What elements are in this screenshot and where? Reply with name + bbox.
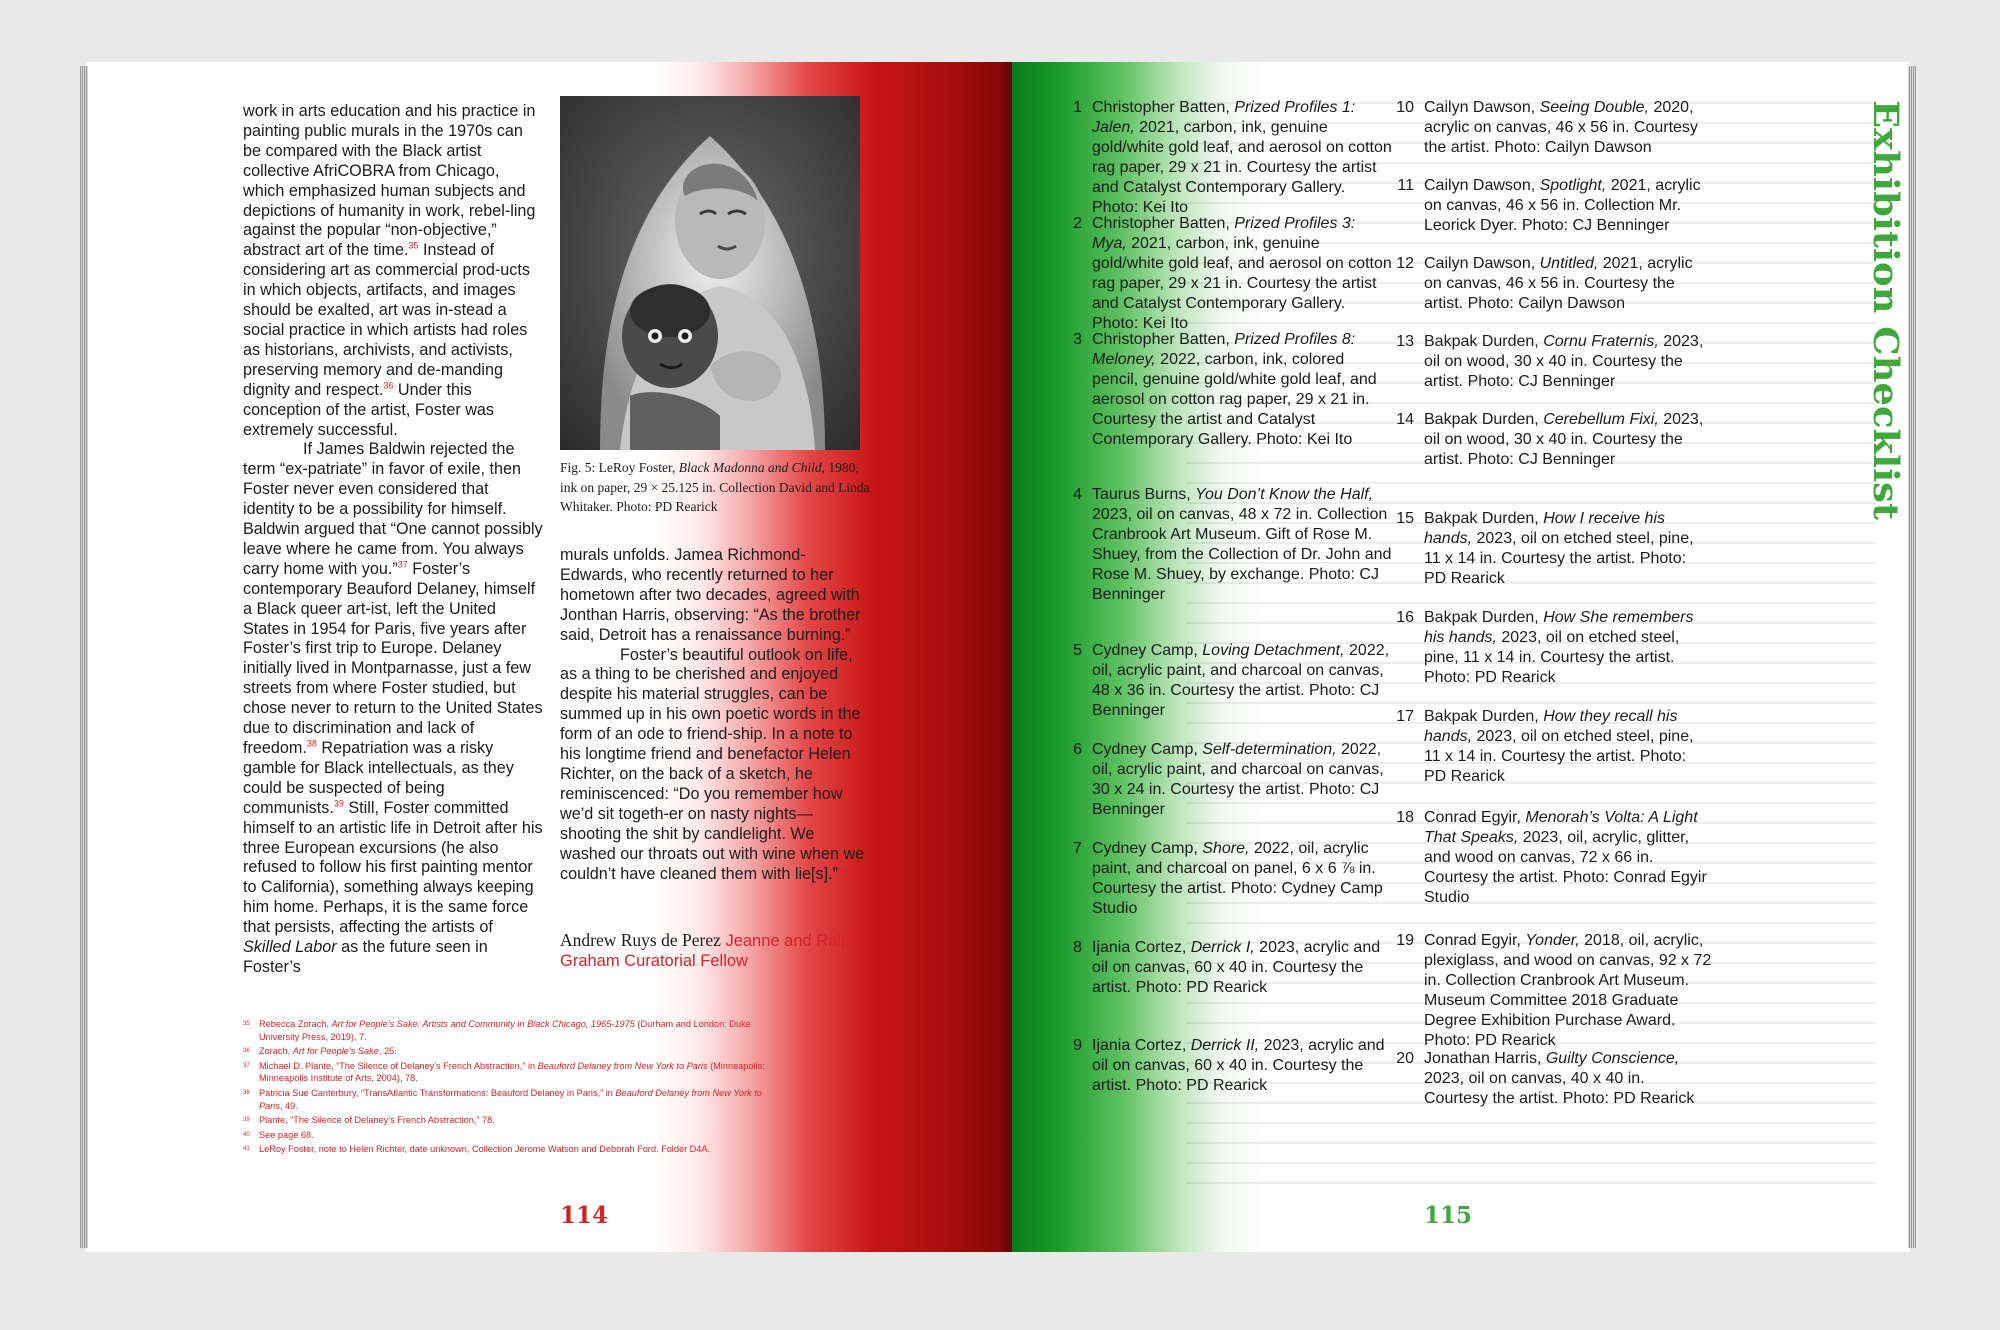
checklist-entry <box>1060 214 1392 333</box>
checklist-entry-text: Cydney Camp, Shore, 2022, oil, acrylic paint, and charcoal on panel, 6 x 6 ⅞ in. Courtesy the artist. Photo: Cydney Camp Studio <box>1092 840 1383 917</box>
checklist-entry-number: 8 <box>1073 939 1082 956</box>
footnote <box>243 1045 783 1058</box>
checklist-entry-text: Cydney Camp, Loving Detachment, 2022, oil, acrylic paint, and charcoal on canvas, 48 x 36 in. Courtesy the artist. Photo: CJ Benninger <box>1092 642 1390 719</box>
checklist-entry <box>1060 330 1392 449</box>
checklist-entry-number: 16 <box>1396 609 1414 626</box>
footnote-number: 36 <box>243 1048 250 1055</box>
checklist-entry <box>1060 839 1392 919</box>
checklist-entry-text: Conrad Egyir, Menorah’s Volta: A Light That Speaks, 2023, oil, acrylic, glitter, and wood on canvas, 72 x 66 in. Courtesy the artist. Photo: Conrad Egyir Studio <box>1424 809 1707 906</box>
footnote-ref: 36 <box>383 380 394 391</box>
footnote-number: 35 <box>243 1021 250 1027</box>
checklist-entry-text: Christopher Batten, Prized Profiles 1: Jalen, 2021, carbon, ink, genuine gold/white gold leaf, and aerosol on cotton rag paper, 29 x 21 in. Courtesy the artist and Catalyst Contemporary Gallery. Photo: Kei Ito <box>1092 99 1392 216</box>
footnote <box>243 1060 783 1085</box>
checklist-entry <box>1060 641 1392 721</box>
footnote-text: Michael D. Plante, “The Silence of Delaney’s French Abstraction,” in Beauford Delaney from New York to Paris (Minneapolis: Minneapolis Institute of Arts, 2004), 78. <box>259 1060 765 1084</box>
checklist-entry-text: Cailyn Dawson, Spotlight, 2021, acrylic on canvas, 46 x 56 in. Collection Mr. Leorick Dyer. Photo: CJ Benninger <box>1424 177 1701 234</box>
checklist-entry-number: 12 <box>1396 255 1414 272</box>
checklist-entry-number: 3 <box>1073 331 1082 348</box>
checklist-entry <box>1388 332 1712 392</box>
footnote-number: 40 <box>243 1131 250 1138</box>
checklist-entry-number: 20 <box>1396 1050 1414 1067</box>
footnote <box>243 1143 783 1156</box>
madonna-drawing <box>560 96 860 450</box>
footnote-text: Plante, “The Silence of Delaney’s French Abstraction,” 78. <box>259 1115 495 1126</box>
checklist-entry-text: Christopher Batten, Prized Profiles 3: Mya, 2021, carbon, ink, genuine gold/white gold leaf, and aerosol on cotton rag paper, 29 x 21 in. Courtesy the artist and Catalyst Contemporary Gallery. Photo: Kei Ito <box>1092 215 1392 332</box>
checklist-entry-text: Cydney Camp, Self-determination, 2022, oil, acrylic paint, and charcoal on canvas, 30 x 24 in. Courtesy the artist. Photo: CJ Benninger <box>1092 741 1384 818</box>
checklist-entry-number: 13 <box>1396 333 1414 350</box>
checklist-entry-text: Bakpak Durden, How I receive his hands, 2023, oil on etched steel, pine, 11 x 14 in. Courtesy the artist. Photo: PD Rearick <box>1424 510 1694 587</box>
checklist-entry <box>1060 485 1392 604</box>
footnote <box>243 1087 783 1112</box>
checklist-entry-number: 6 <box>1073 741 1082 758</box>
footnote-ref: 35 <box>408 240 419 251</box>
author-title: Jeanne and Ralph Graham Curatorial Fellow <box>560 932 860 970</box>
checklist-entry-text: Bakpak Durden, Cerebellum Fixi, 2023, oil on wood, 30 x 40 in. Courtesy the artist. Photo: CJ Benninger <box>1424 411 1704 468</box>
page-number: 114 <box>560 1202 609 1229</box>
checklist-entry-text: Cailyn Dawson, Seeing Double, 2020, acrylic on canvas, 46 x 56 in. Courtesy the artist. Photo: Cailyn Dawson <box>1424 99 1698 156</box>
footnote <box>243 1018 783 1043</box>
footnote-text: LeRoy Foster, note to Helen Richter, date unknown, Collection Jerome Watson and Deborah Ford. Folder D4A. <box>259 1144 711 1155</box>
checklist-entry-text: Ijania Cortez, Derrick I, 2023, acrylic and oil on canvas, 60 x 40 in. Courtesy the artist. Photo: PD Rearick <box>1092 939 1381 996</box>
footnote-number: 37 <box>243 1062 250 1069</box>
checklist-entry-text: Bakpak Durden, Cornu Fraternis, 2023, oil on wood, 30 x 40 in. Courtesy the artist. Photo: CJ Benninger <box>1424 333 1704 390</box>
essay-column-1 <box>243 102 543 978</box>
checklist-entry <box>1388 176 1712 236</box>
checklist-entry <box>1060 938 1392 998</box>
checklist-entry-number: 5 <box>1073 642 1082 659</box>
footnote-number: 39 <box>243 1117 250 1124</box>
footnote-number: 38 <box>243 1089 250 1096</box>
checklist-entry <box>1060 1036 1392 1096</box>
checklist-entry <box>1060 98 1392 217</box>
checklist-entry <box>1388 410 1712 470</box>
checklist-entry-number: 10 <box>1396 99 1414 116</box>
open-book <box>86 62 1910 1252</box>
essay-column-2 <box>560 546 865 884</box>
checklist-entry-number: 14 <box>1396 411 1414 428</box>
footnote-text: Patricia Sue Canterbury, “TransAtlantic Transformations: Beauford Delaney in Paris,” in Beauford Delaney from New York to Paris, 49. <box>259 1087 762 1111</box>
checklist-entry-number: 19 <box>1396 932 1414 949</box>
footnotes <box>243 1018 783 1158</box>
footnote-ref: 40 <box>850 625 861 636</box>
artwork-image-black-madonna <box>560 96 860 450</box>
left-page <box>86 62 1012 1252</box>
essay-paragraph: murals unfolds. Jamea Richmond-Edwards, who recently returned to her hometown after two decades, agreed with Jonthan Harris, observing: “As the brother said, Detroit has a renaissance burning.”$^{40}$ <box>560 546 861 644</box>
checklist-entry <box>1388 1049 1712 1109</box>
checklist-entry-number: 9 <box>1073 1037 1082 1054</box>
checklist-entry-text: Ijania Cortez, Derrick II, 2023, acrylic and oil on canvas, 60 x 40 in. Courtesy the artist. Photo: PD Rearick <box>1092 1037 1385 1094</box>
checklist-entry-number: 18 <box>1396 809 1414 826</box>
footnote-text: Rebecca Zorach, Art for People’s Sake: Artists and Community in Black Chicago, 1965-1975 (Durham and London: Duke University Press, 2019), 7. <box>259 1019 751 1042</box>
checklist-entry-number: 1 <box>1073 99 1082 116</box>
footnote <box>243 1129 783 1142</box>
checklist-entry-number: 7 <box>1073 840 1082 857</box>
footnote-text: See page 68. <box>259 1129 314 1140</box>
checklist-entry-number: 15 <box>1396 510 1414 527</box>
checklist-entry-text: Jonathan Harris, Guilty Conscience, 2023, oil on canvas, 40 x 40 in. Courtesy the artist. Photo: PD Rearick <box>1424 1050 1695 1107</box>
checklist-entry-text: Taurus Burns, You Don’t Know the Half, 2023, oil on canvas, 48 x 72 in. Collection Cranbrook Art Museum. Gift of Rose M. Shuey, from the Collection of Dr. John and Rose M. Shuey, by exchange. Photo: CJ Benninger <box>1092 486 1392 603</box>
checklist-entry <box>1060 740 1392 820</box>
essay-paragraph: work in arts education and his practice in painting public murals in the 1970s can be compared with the Black artist collective AfriCOBRA from Chicago, which emphasized human subjects and depictions of humanity in work, rebel-ling against the popular “non-objective,” abstract art of the time.$^{35}$ Instead of considering art as commercial prod-ucts in which objects, artifacts, and images should be exalted, art was in-stead a social practice in which artists had roles as historians, archivists, and activists, preserving memory and de-manding dignity and respect.$^{36}$ Under this conception of the artist, Foster was extremely successful. <box>243 102 536 439</box>
checklist-entry <box>1388 254 1712 314</box>
page-number: 115 <box>1424 1202 1473 1229</box>
footnote-ref: 37 <box>397 559 408 570</box>
page-edges-left <box>80 66 88 1248</box>
checklist-entry-number: 2 <box>1073 215 1082 232</box>
footnote-text: Zorach, Art for People’s Sake, 25. <box>259 1046 397 1057</box>
footnote-ref: 39 <box>333 798 344 809</box>
checklist-entry-number: 11 <box>1397 177 1414 194</box>
essay-paragraph: Foster’s beautiful outlook on life, as a thing to be cherished and enjoyed despite his material struggles, can be summed up in his own poetic words in the form of an ode to friend-ship. In a note to his longtime friend and benefactor Helen Richter, on the back of a sketch, he reminiscenced: “Do you remember how we’d sit togeth-er on nasty nights—shooting the shit by candlelight. We washed our throats out with wine when we couldn’t have cleaned them with lie[s].”$^{41}$ <box>560 645 865 883</box>
checklist-entry <box>1388 509 1712 589</box>
checklist-entry <box>1388 808 1712 908</box>
checklist-entry-number: 17 <box>1396 708 1414 725</box>
checklist-entry-text: Conrad Egyir, Yonder, 2018, oil, acrylic, plexiglass, and wood on canvas, 92 x 72 in. Collection Cranbrook Art Museum. Museum Committee 2018 Graduate Degree Exhibition Purchase Award. Photo: PD Rearick <box>1424 932 1712 1049</box>
footnote-number: 41 <box>243 1146 250 1153</box>
checklist-entry <box>1388 707 1712 787</box>
page-edges-right <box>1908 66 1916 1248</box>
essay-paragraph: If James Baldwin rejected the term “ex-patriate” in favor of exile, then Foster never even considered that identity to be a possibility for himself. Baldwin argued that “One cannot possibly leave where he came from. You always carry home with you.”$^{37}$ Foster’s contemporary Beauford Delaney, himself a Black queer art-ist, left the United States in 1954 for Paris, five years after Foster’s first trip to Europe. Delaney initially lived in Montparnasse, just a few streets from where Foster studied, but chose never to return to the United States due to discrimination and lack of freedom.$^{38}$ Repatriation was a risky gamble for Black intellectuals, as they could be suspected of being communists.$^{39}$ Still, Foster committed himself to an artistic life in Detroit after his three European excursions (he also refused to follow his first painting mentor to California), something always keeping him home. Perhaps, it is the same force that persists, affecting the artists of Skilled Labor as the future seen in Foster’s <box>243 440 543 976</box>
checklist-title-text: Exhibition Checklist <box>1865 100 1906 499</box>
checklist-entry-text: Bakpak Durden, How She remembers his hands, 2023, oil on etched steel, pine, 11 x 14 in. Courtesy the artist. Photo: PD Rearick <box>1424 609 1694 686</box>
author-signature <box>560 930 870 971</box>
figure-caption: Fig. 5: LeRoy Foster, Black Madonna and Child, 1980, ink on paper, 29 × 25.125 in. Collection David and Linda Whitaker. Photo: PD Rearick <box>560 460 870 514</box>
checklist-entry <box>1388 608 1712 688</box>
footnote <box>243 1114 783 1127</box>
footnote-ref: 41 <box>838 864 849 875</box>
checklist-entry <box>1388 931 1712 1050</box>
footnote-ref: 38 <box>306 738 317 749</box>
author-name: Andrew Ruys de Perez <box>560 930 721 950</box>
checklist-title <box>1832 100 1906 540</box>
checklist-entry <box>1388 98 1712 158</box>
checklist-entry-number: 4 <box>1073 486 1082 503</box>
checklist-entry-text: Cailyn Dawson, Untitled, 2021, acrylic on canvas, 46 x 56 in. Courtesy the artist. Photo: Cailyn Dawson <box>1424 255 1693 312</box>
checklist-entry-text: Bakpak Durden, How they recall his hands, 2023, oil on etched steel, pine, 11 x 14 in. Courtesy the artist. Photo: PD Rearick <box>1424 708 1694 785</box>
checklist-entry-text: Christopher Batten, Prized Profiles 8: Meloney, 2022, carbon, ink, colored pencil, genuine gold/white gold leaf, and aerosol on cotton rag paper, 29 x 21 in. Courtesy the artist and Catalyst Contemporary Gallery. Photo: Kei Ito <box>1092 331 1377 448</box>
